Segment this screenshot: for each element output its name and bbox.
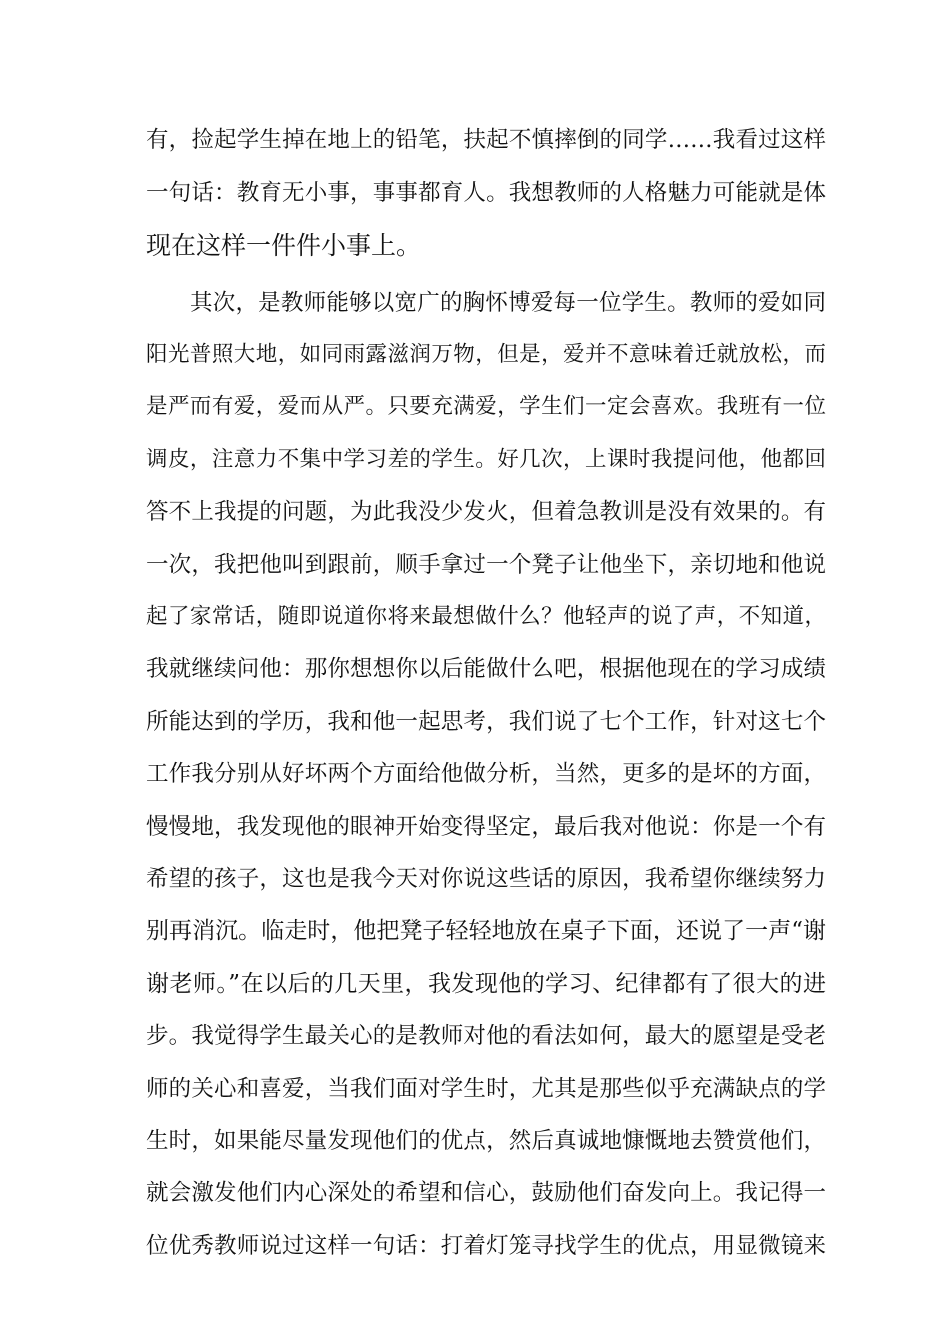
paragraph-2-line-9: 所能达到的学历，我和他一起思考，我们说了七个工作，针对这七个: [146, 709, 826, 735]
paragraph-2-line-19: 位优秀教师说过这样一句话：打着灯笼寻找学生的优点，用显微镜来: [146, 1233, 826, 1259]
paragraph-2-line-15: 步。我觉得学生最关心的是教师对他的看法如何，最大的愿望是受老: [146, 1023, 826, 1049]
paragraph-2-line-16: 师的关心和喜爱，当我们面对学生时，尤其是那些似乎充满缺点的学: [146, 1076, 826, 1102]
paragraph-2-line-4: 调皮，注意力不集中学习差的学生。好几次，上课时我提问他，他都回: [146, 447, 826, 472]
paragraph-1-line-2: 一句话：教育无小事，事事都育人。我想教师的人格魅力可能就是体: [146, 180, 826, 206]
paragraph-2-line-6: 一次，我把他叫到跟前，顺手拿过一个凳子让他坐下，亲切地和他说: [146, 552, 826, 578]
paragraph-2-line-17: 生时，如果能尽量发现他们的优点，然后真诚地慷慨地去赞赏他们，: [146, 1128, 826, 1154]
paragraph-2-line-8: 我就继续问他：那你想想你以后能做什么吧，根据他现在的学习成绩: [146, 656, 826, 682]
paragraph-2-line-3: 是严而有爱，爱而从严。只要充满爱，学生们一定会喜欢。我班有一位: [146, 394, 826, 419]
paragraph-2-line-7: 起了家常话，随即说道你将来最想做什么？他轻声的说了声，不知道，: [146, 604, 826, 629]
paragraph-1-line-1: 有，捡起学生掉在地上的铅笔，扶起不慎摔倒的同学……我看过这样: [146, 127, 826, 153]
paragraph-2-line-18: 就会激发他们内心深处的希望和信心，鼓励他们奋发向上。我记得一: [146, 1180, 826, 1206]
paragraph-1-line-3: 现在这样一件件小事上。: [146, 231, 422, 260]
paragraph-2-line-12: 希望的孩子，这也是我今天对你说这些话的原因，我希望你继续努力: [146, 866, 826, 892]
paragraph-2-line-1: 其次，是教师能够以宽广的胸怀博爱每一位学生。教师的爱如同: [190, 290, 826, 316]
paragraph-2-line-13: 别再消沉。临走时，他把凳子轻轻地放在桌子下面，还说了一声“谢: [146, 918, 826, 944]
paragraph-2-line-14: 谢老师。”在以后的几天里，我发现他的学习、纪律都有了很大的进: [146, 971, 826, 997]
paragraph-2-line-10: 工作我分别从好坏两个方面给他做分析，当然，更多的是坏的方面，: [146, 761, 826, 787]
paragraph-2-line-11: 慢慢地，我发现他的眼神开始变得坚定，最后我对他说：你是一个有: [146, 814, 826, 840]
paragraph-2-line-2: 阳光普照大地，如同雨露滋润万物，但是，爱并不意味着迁就放松，而: [146, 342, 826, 367]
paragraph-2-line-5: 答不上我提的问题，为此我没少发火，但着急教训是没有效果的。有: [146, 499, 826, 525]
